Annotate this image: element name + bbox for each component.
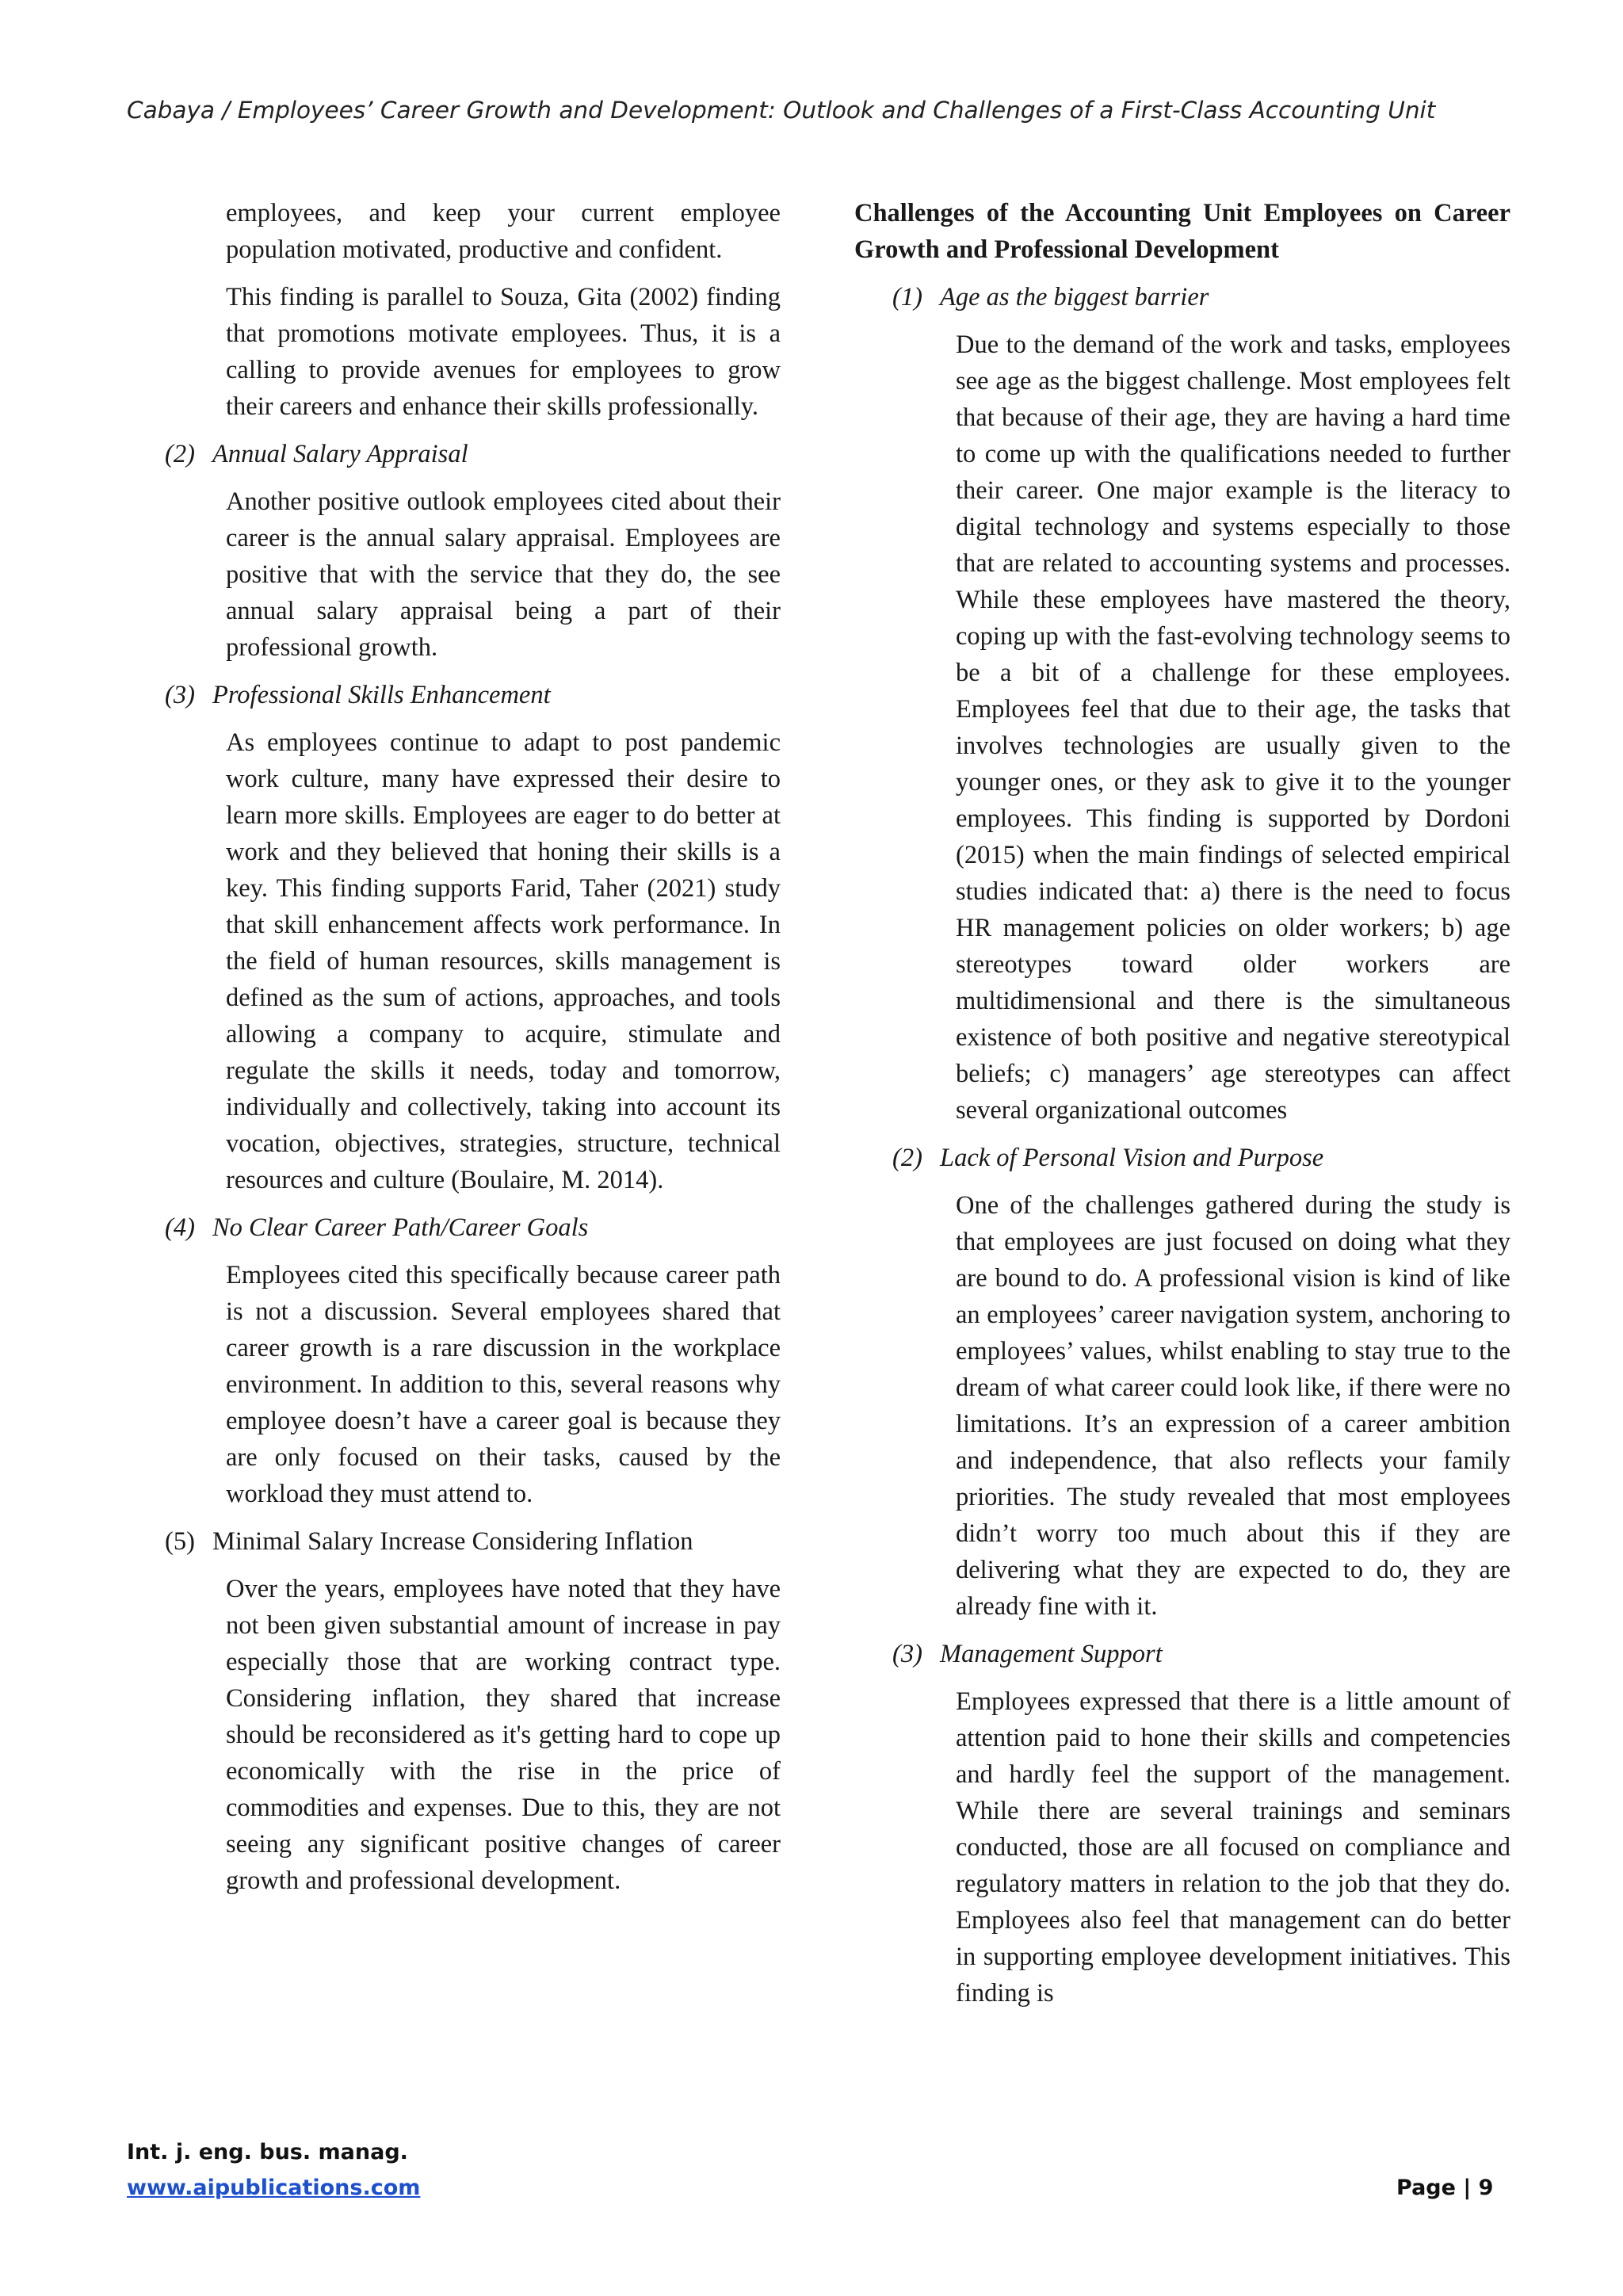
- subsection-number: (1): [892, 283, 922, 311]
- journal-abbreviation: Int. j. eng. bus. manag.: [127, 2140, 408, 2164]
- paragraph: Employees cited this specifically because career path is not a discussion. Several employees shared that career growth is a rare discussion in the workplace environment. In addition to this, several reasons why employee doesn’t have a career goal is because they are only focused on their tasks, caused by the workload they must attend to.: [226, 1261, 781, 1508]
- paragraph: Due to the demand of the work and tasks, employees see age as the biggest challenge. Most employees felt that because of their age, they are having a hard time to come up with the qualifications needed to further their career. One major example is the literacy to digital technology and systems especially to those that are related to accounting systems and processes. While these employees have mastered the theory, coping up with the fast-evolving technology seems to be a bit of a challenge for these employees. Employees feel that due to their age, the tasks that involves technologies are usually given to the younger ones, or they ask to give it to the younger employees. This finding is supported by Dordoni (2015) when the main findings of selected empirical studies indicated that: a) there is the need to focus HR management policies on older workers; b) age stereotypes toward older workers are multidimensional and there is the simultaneous existence of both positive and negative stereotypical beliefs; c) managers’ age stereotypes can affect several organizational outcomes: [956, 330, 1510, 1125]
- paragraph: employees, and keep your current employee population motivated, productive and confident.: [226, 199, 781, 264]
- subsection-heading: [165, 436, 781, 472]
- paragraph: Over the years, employees have noted that they have not been given substantial amount of increase in pay especially those that are working contract type. Considering inflation, they shared that increase should be reconsidered as it's getting hard to cope up economically with the rise in the price of commodities and expenses. Due to this, they are not seeing any significant positive changes of career growth and professional development.: [226, 1575, 781, 1895]
- website-link[interactable]: www.aipublications.com: [127, 2176, 421, 2200]
- paragraph: One of the challenges gathered during the study is that employees are just focused on doing what they are bound to do. A professional vision is kind of like an employees’ career navigation system, anchoring to employees’ values, whilst enabling to stay true to the dream of what career could look like, if there were no limitations. It’s an expression of a career ambition and independence, that also reflects your family priorities. The study revealed that most employees didn’t worry too much about this if they are delivering what they are expected to do, they are already fine with it.: [956, 1191, 1510, 1621]
- subsection-title: Age as the biggest barrier: [940, 283, 1209, 311]
- subsection-title: Management Support: [940, 1640, 1163, 1668]
- subsection-title: Lack of Personal Vision and Purpose: [940, 1144, 1324, 1172]
- paragraph: As employees continue to adapt to post pandemic work culture, many have expressed their desire to learn more skills. Employees are eager to do better at work and they believed that honing their skills is a key. This finding supports Farid, Taher (2021) study that skill enhancement affects work performance. In the field of human resources, skills management is defined as the sum of actions, approaches, and tools allowing a company to acquire, stimulate and regulate the skills it needs, today and tomorrow, individually and collectively, taking into account its vocation, objectives, strategies, structure, technical resources and culture (Boulaire, M. 2014).: [226, 728, 781, 1194]
- running-title: Cabaya / Employees’ Career Growth and Development: Outlook and Challenges of a First-Class Accounting Unit: [127, 97, 1436, 124]
- subsection-number: (4): [165, 1213, 195, 1242]
- paragraph: Another positive outlook employees cited about their career is the annual salary appraisal. Employees are positive that with the service that they do, the see annual salary appraisal being a part of their professional growth.: [226, 487, 781, 662]
- subsection-title: Annual Salary Appraisal: [212, 440, 468, 468]
- subsection-heading: [165, 1209, 781, 1246]
- section-heading: Challenges of the Accounting Unit Employees on Career Growth and Professional Development: [854, 199, 1510, 264]
- paragraph: This finding is parallel to Souza, Gita (2002) finding that promotions motivate employees. Thus, it is a calling to provide avenues for employees to grow their careers and enhance their skills professionally.: [226, 283, 781, 421]
- subsection-number: (3): [892, 1640, 922, 1668]
- subsection-heading: [165, 1523, 781, 1560]
- subsection-heading: [892, 279, 1510, 315]
- left-column: [165, 195, 781, 1910]
- paragraph: Employees expressed that there is a little amount of attention paid to hone their skills and competencies and hardly feel the support of the management. While there are several trainings and seminars conducted, those are all focused on compliance and regulatory matters in relation to the job that they do. Employees also feel that management can do better in supporting employee development initiatives. This finding is: [956, 1687, 1510, 2008]
- right-column: [854, 195, 1510, 2023]
- subsection-number: (2): [892, 1144, 922, 1172]
- subsection-number: (5): [165, 1527, 195, 1556]
- page-number: Page | 9: [1396, 2176, 1494, 2200]
- subsection-number: (3): [165, 681, 195, 709]
- subsection-title: Professional Skills Enhancement: [212, 681, 551, 709]
- subsection-heading: [165, 677, 781, 713]
- subsection-heading: [892, 1636, 1510, 1672]
- subsection-heading: [892, 1140, 1510, 1176]
- subsection-title: No Clear Career Path/Career Goals: [212, 1213, 589, 1242]
- subsection-number: (2): [165, 440, 195, 468]
- subsection-title: Minimal Salary Increase Considering Inflation: [212, 1527, 693, 1556]
